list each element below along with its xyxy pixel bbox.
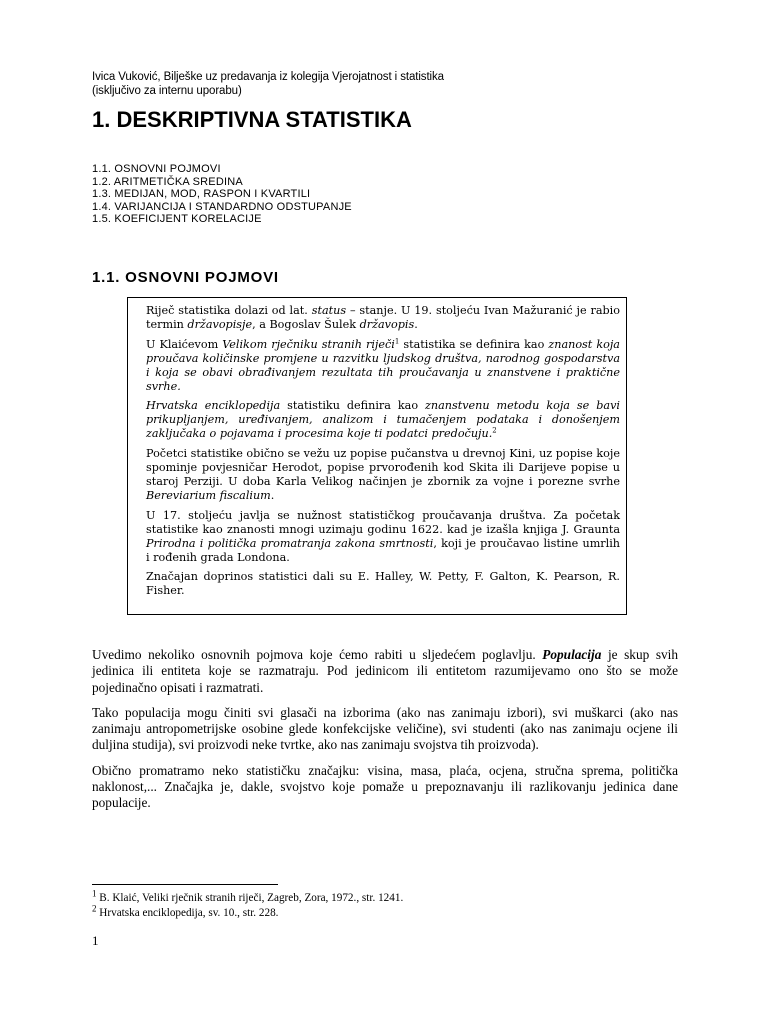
box-paragraph: Značajan doprinos statistici dali su E. Halley, W. Petty, F. Galton, K. Pearson, R. Fisher.	[146, 570, 620, 598]
chapter-title: 1. DESKRIPTIVNA STATISTIKA	[92, 107, 412, 132]
toc-item: 1.2. ARITMETIČKA SREDINA	[92, 175, 243, 188]
running-header	[92, 70, 444, 98]
body-paragraph: Uvedimo nekoliko osnovnih pojmova koje ćemo rabiti u sljedećem poglavlju. Populacija je skup svih jedinica ili entiteta koje se razmatraju. Pod jedinicom ili entitetom razumijevamo ono što se može pojedinačno opisati i razmatrati.	[92, 647, 678, 695]
header-note-line: (isključivo za internu uporabu)	[92, 85, 242, 97]
history-box	[127, 297, 627, 615]
table-of-contents	[92, 163, 352, 226]
footnote-ref: 2	[492, 426, 497, 435]
toc-item: 1.1. OSNOVNI POJMOVI	[92, 163, 221, 175]
body-text	[92, 647, 678, 821]
footnote: $^2$ Hrvatska enciklopedija, sv. 10., str. 228.	[92, 902, 279, 919]
footnote: $^1$ B. Klaić, Veliki rječnik stranih riječi, Zagreb, Zora, 1972., str. 1241.	[92, 888, 404, 904]
toc-item: 1.3. MEDIJAN, MOD, RASPON I KVARTILI	[92, 188, 311, 200]
footnotes	[92, 888, 404, 920]
box-paragraph: U 17. stoljeću javlja se nužnost statističkog proučavanja društva. Za početak statistike kao znanosti mnogi uzimaju godinu 1622. kad je izašla knjiga J. Graunta Prirodna i politička promatranja zakona smrtnosti, koji je proučavao listine umrlih i rođenih grada Londona.	[146, 508, 621, 564]
box-paragraph: Početci statistike obično se vežu uz popise pučanstva u drevnoj Kini, uz popise koje spominje povjesničar Herodot, popise prvorođenih kod Skita ili Darijeve popise u staroj Perziji. U doba Karla Velikog načinjen je zbornik za vojne i porezne svrhe Bereviarium fiscalium.	[146, 447, 620, 502]
toc-item: 1.4. VARIJANCIJA I STANDARDNO ODSTUPANJE	[92, 200, 352, 213]
term-populacija: Populacija	[542, 647, 602, 662]
box-paragraph: Riječ statistika dolazi od lat. status – stanje. U 19. stoljeću Ivan Mažuranić je rabio termin državopisje, a Bogoslav Šulek državopis.	[146, 304, 620, 331]
footnote-ref: 1	[394, 337, 400, 346]
header-author-line: Ivica Vuković, Bilješke uz predavanja iz kolegija Vjerojatnost i statistika	[92, 71, 444, 83]
body-paragraph: Tako populacija mogu činiti svi glasači na izborima (ako nas zanimaju izbori), svi muškarci (ako nas zanimaju antropometrijske osobine glede konfekcijske veličine), svi studenti (ako nas zanimaju ocjene ili duljina studija), svi proizvodi neke tvrtke, ako nas zanimaju svojstva tih proizvoda).	[92, 704, 678, 753]
section-title: 1.1. OSNOVNI POJMOVI	[92, 269, 279, 286]
footnote-separator	[92, 884, 278, 885]
body-paragraph: Obično promatramo neko statističku značajku: visina, masa, plaća, ocjena, stručna sprema, politička naklonost,... Značajka je, dakle, svojstvo koje pomaže u prepoznavanju ili razlikovanju jedinica dane populacije.	[92, 762, 678, 811]
box-paragraph: Hrvatska enciklopedija statistiku definira kao znanstvenu metodu koja se bavi prikupljanjem, uređivanjem, analizom i tumačenjem podataka i donošenjem zaključaka o pojavama i procesima koje ti podatci predočuju.$^2$	[146, 399, 620, 441]
page-number: 1	[92, 933, 99, 948]
box-paragraph: U Klaićevom Velikom rječniku stranih riječi$^1$ statistika se definira kao znanost koja proučava količinske promjene u razvitku ljudskog društva, narodnog gospodarstva i koja se obavi obrađivanjem rezultata tih proučavanja u znanstvene i praktične svrhe.	[146, 337, 620, 393]
toc-item: 1.5. KOEFICIJENT KORELACIJE	[92, 213, 262, 225]
